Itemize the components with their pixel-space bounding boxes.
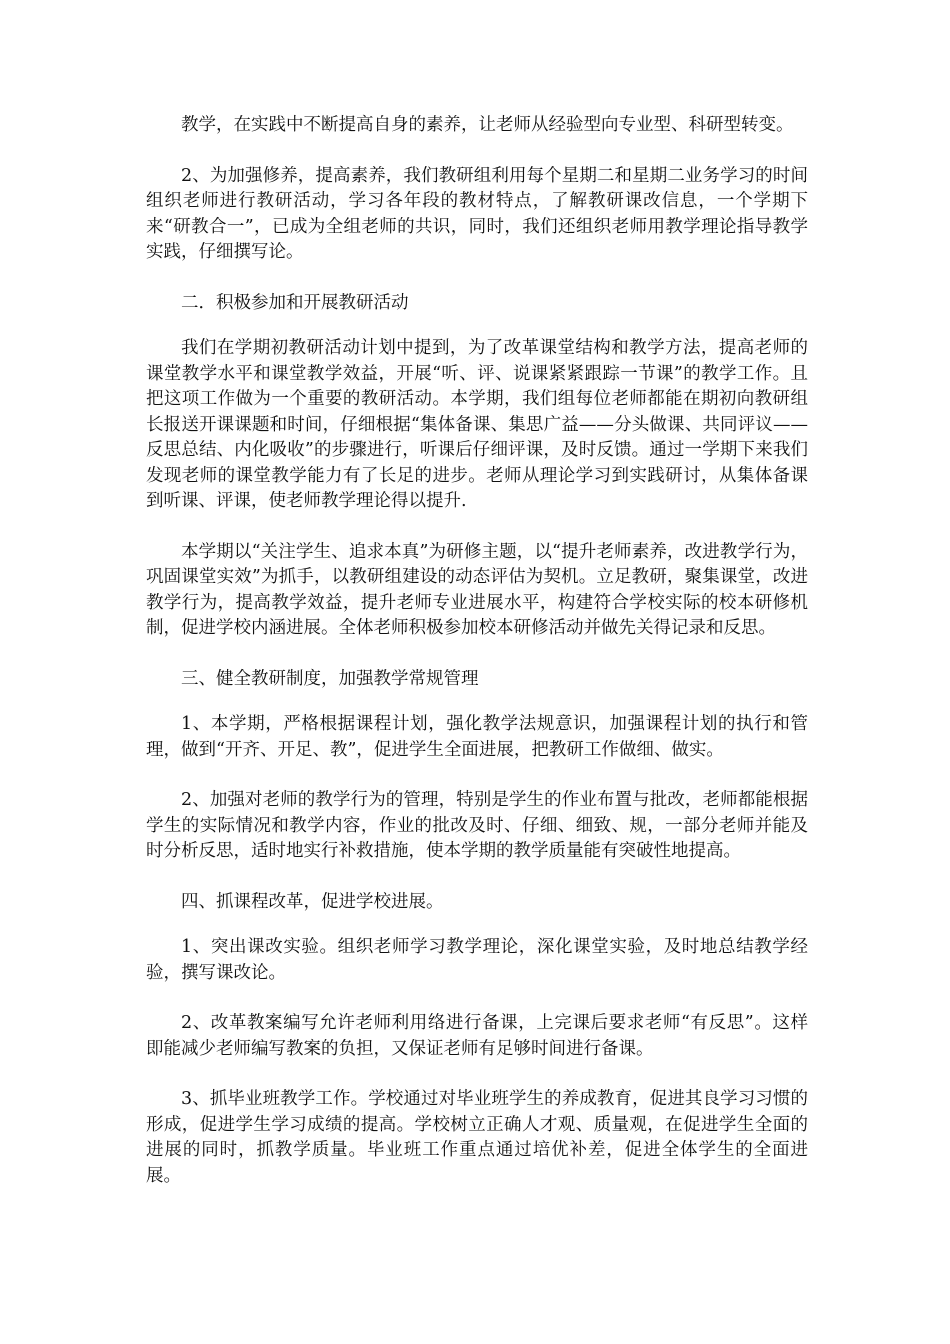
section-heading-4: 四、抓课程改革，促进学校进展。 <box>181 891 444 912</box>
paragraph-1: 教学，在实践中不断提高自身的素养，让老师从经验型向专业型、科研型转变。 <box>181 115 794 135</box>
paragraph-8: 2、改革教案编写允许老师利用络进行备课，上完课后要求老师“有反思”。这样 即能减少老师编写教案的负担，又保证老师有足够时间进行备课。 <box>146 1013 808 1059</box>
paragraph-3: 我们在学期初教研活动计划中提到，为了改革课堂结构和教学方法，提高老师的课堂教学水平和课堂教学效益，开展“听、评、说课紧紧跟踪一节课”的教学工作。且把这项工作做为一个重要的教研活动。本学期，我们组每位老师都能在期初向教研组长报送开课课题和时间，仔细根据“集体备课、集思广益——分头做课、共同评议——反思总结、内化吸收”的步骤进行，听课后仔细评课，及时反馈。通过一学期下来我们发现老师的课堂教学能力有了长足的进步。老师从理论学习到实践研讨，从集体备课到听课、评课，使老师教学理论得以提升. <box>146 338 808 511</box>
paragraph-7: 1、突出课改实验。组织老师学习教学理论，深化课堂实验，及时地总结教学经验，撰写课改论。 <box>146 937 808 983</box>
paragraph-6: 2、加强对老师的教学行为的管理，特别是学生的作业布置与批改，老师都能根据学生的实际情况和教学内容，作业的批改及时、仔细、细致、规，一部分老师并能及时分析反思，适时地实行补救措施，使本学期的教学质量能有突破性地提高。 <box>146 790 808 861</box>
document-body <box>146 113 808 1214</box>
section-heading-2: 二．积极参加和开展教研活动 <box>181 292 409 313</box>
paragraph-9: 3、抓毕业班教学工作。学校通过对毕业班学生的养成教育，促进其良学习习惯的形成，促进学生学习成绩的提高。学校树立正确人才观、质量观，在促进学生全面的进展的同时，抓教学质量。毕业班工作重点通过培优补差，促进全体学生的全面进展。 <box>146 1089 808 1186</box>
paragraph-5: 1、本学期，严格根据课程计划，强化教学法规意识，加强课程计划的执行和管理，做到“开齐、开足、教”，促进学生全面进展，把教研工作做细、做实。 <box>146 714 808 760</box>
section-heading-3: 三、健全教研制度，加强教学常规管理 <box>181 668 479 689</box>
paragraph-4: 本学期以“关注学生、追求本真”为研修主题，以“提升老师素养，改进教学行为，巩固课堂实效”为抓手，以教研组建设的动态评估为契机。立足教研，聚集课堂，改进教学行为，提高教学效益，提升老师专业进展水平，构建符合学校实际的校本研修机制，促进学校内涵进展。全体老师积极参加校本研修活动并做先关得记录和反思。 <box>146 541 808 638</box>
paragraph-2: 2、为加强修养，提高素养，我们教研组利用每个星期二和星期二业务学习的时间组织老师进行教研活动，学习各年段的教材特点，了解教研课改信息，一个学期下来“研教合一”，已成为全组老师的共识，同时，我们还组织老师用教学理论指导教学实践，仔细撰写论。 <box>146 165 808 262</box>
